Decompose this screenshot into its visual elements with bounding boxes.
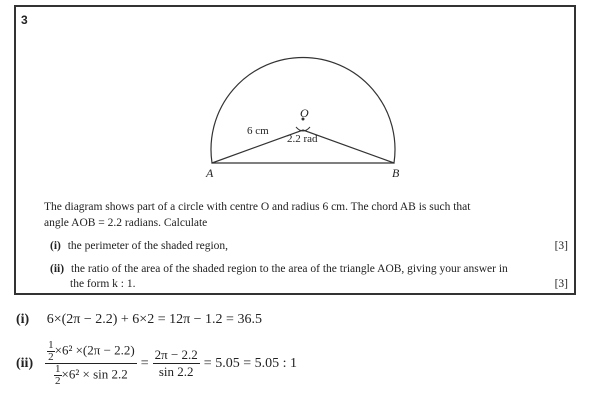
part-i-label: (i) — [50, 240, 61, 252]
answer-i-expr: 6×(2π − 2.2) + 6×2 = 12π − 1.2 = 36.5 — [46, 312, 262, 327]
circle-diagram — [16, 7, 578, 197]
question-box — [14, 5, 576, 295]
question-number: 3 — [21, 13, 28, 27]
part-i-text: the perimeter of the shaded region, — [67, 240, 229, 252]
part-i-marks: [3] — [554, 240, 568, 252]
answer-ii-frac2: $\frac{2\pi - 2.2}{\sin 2.2}$ — [154, 347, 198, 379]
stem-line-2: angle AOB = 2.2 radians. Calculate — [44, 217, 208, 229]
part-ii-label: (ii) — [50, 263, 65, 275]
answer-ii: (ii) $\frac{1}{2}$ ×6² ×(2π − 2.2) $\frac{1}{2}$ ×6² × sin 2.2 = $\frac{2\pi - 2.2}{\sin 2.2}$ = 5.05 = 5.05 : 1 — [16, 339, 297, 387]
answer-ii-frac1-den: $\frac{1}{2}$ ×6² × sin 2.2 — [55, 363, 128, 387]
label-o: O — [300, 106, 309, 120]
part-ii-text-1: the ratio of the area of the shaded region to the area of the triangle AOB, giving your answer in — [70, 263, 508, 275]
answer-ii-frac1 — [45, 340, 137, 387]
part-ii-marks: [3] — [554, 278, 568, 290]
question-stem — [44, 199, 564, 231]
label-b: B — [392, 166, 400, 180]
label-a: A — [206, 166, 214, 180]
answer-ii-frac1-num: $\frac{1}{2}$ ×6² ×(2π − 2.2) — [45, 340, 137, 364]
angle-label: 2.2 rad — [287, 133, 318, 145]
stem-line-1: The diagram shows part of a circle with centre O and radius 6 cm. The chord AB is such that — [44, 201, 471, 213]
answer-i — [16, 312, 262, 328]
answer-ii-result: = 5.05 = 5.05 : 1 — [203, 355, 297, 371]
part-ii-text-2: the form k : 1. — [70, 278, 136, 290]
answer-ii-label: (ii) — [16, 355, 34, 371]
part-ii — [50, 262, 568, 292]
answer-i-label: (i) — [16, 312, 30, 327]
part-i — [50, 239, 568, 254]
radius-label: 6 cm — [247, 125, 269, 137]
